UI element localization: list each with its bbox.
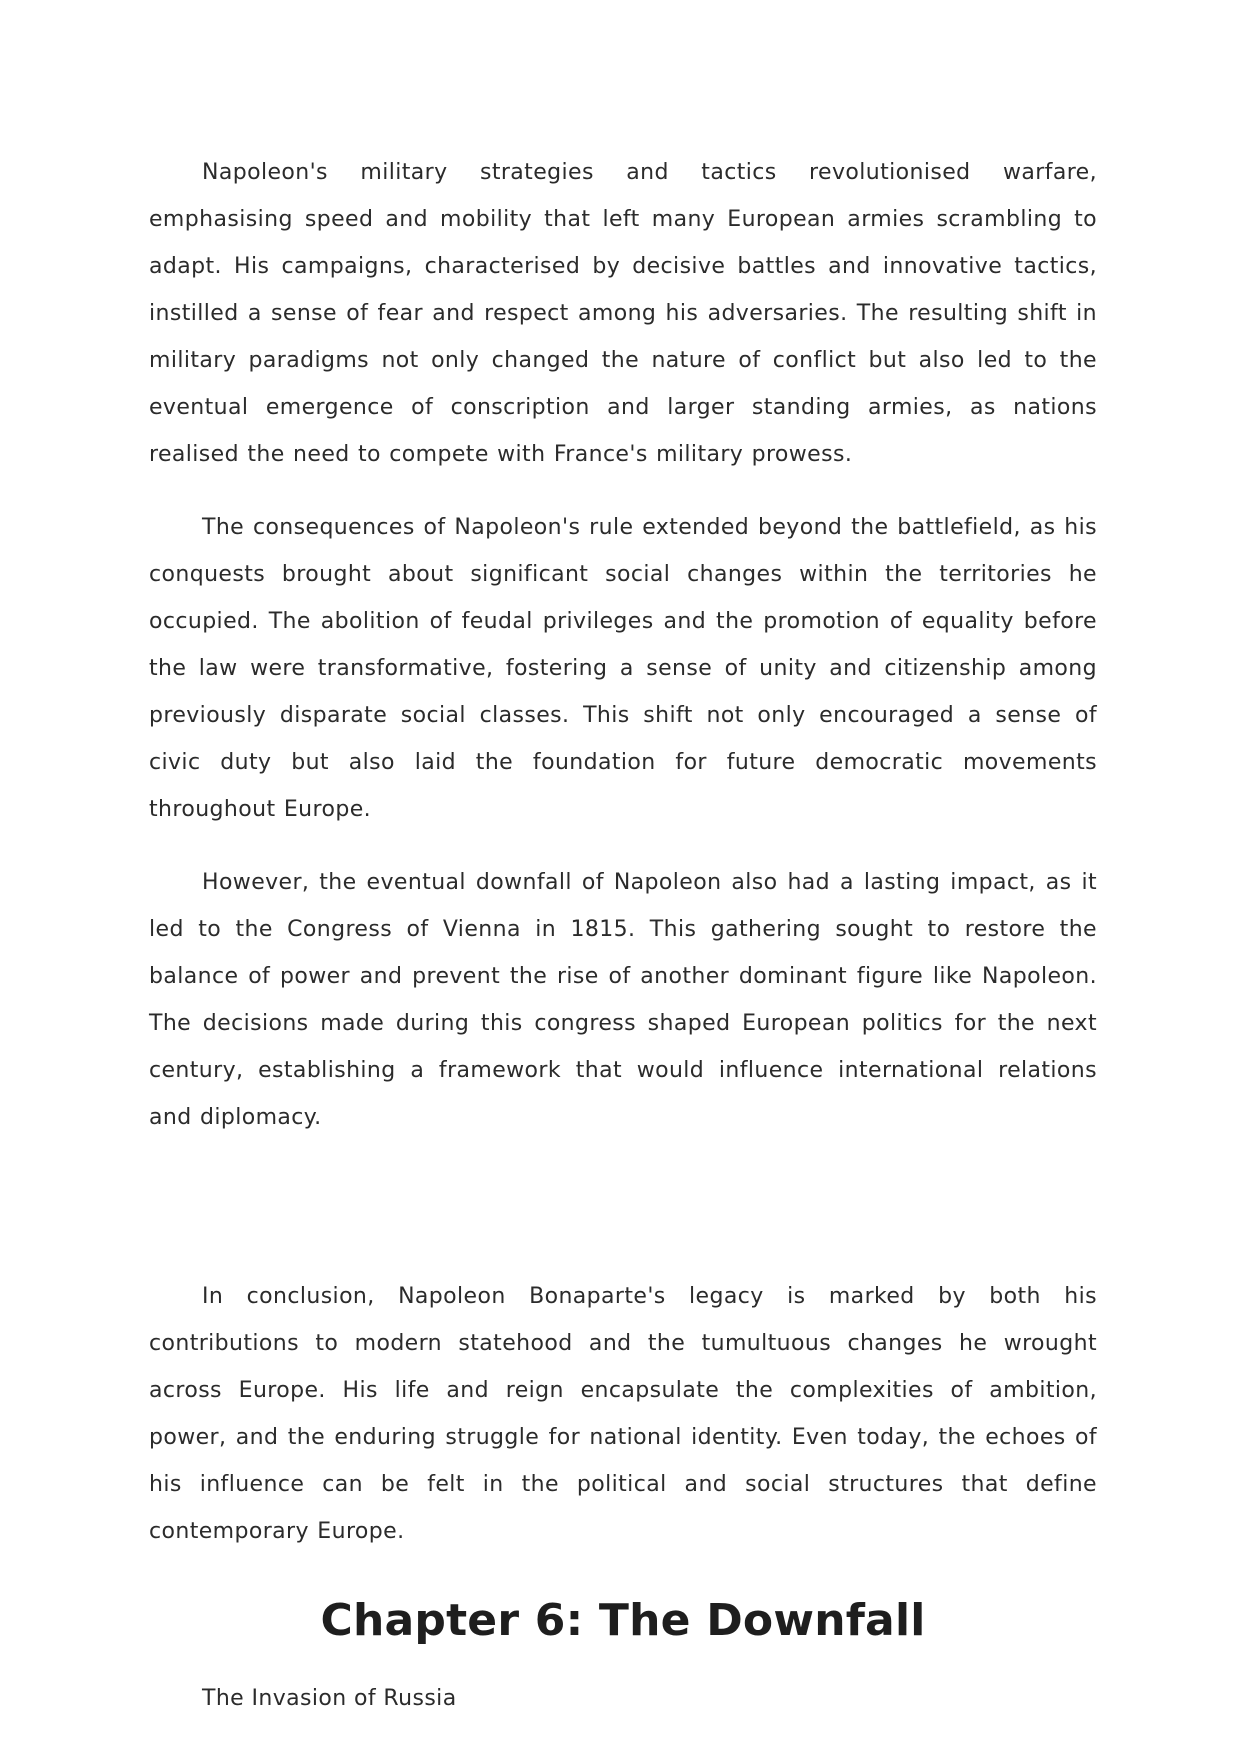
section-heading: The Invasion of Russia <box>202 1686 457 1711</box>
paragraph-military-strategies: Napoleon's military strategies and tactics revolutionised warfare, emphasising speed and mobility that left many European armies scrambling to adapt. His campaigns, characterised by decisive battles and innovative tactics, instilled a sense of fear and respect among his adversaries. The resulting shift in military paradigms not only changed the nature of conflict but also led to the eventual emergence of conscription and larger standing armies, as nations realised the need to compete with France's military prowess. <box>149 160 1097 467</box>
paragraph-congress-of-vienna: However, the eventual downfall of Napoleon also had a lasting impact, as it led to the Congress of Vienna in 1815. This gathering sought to restore the balance of power and prevent the rise of another dominant figure like Napoleon. The decisions made during this congress shaped European politics for the next century, establishing a framework that would influence international relations and diplomacy. <box>149 870 1097 1130</box>
page-content <box>149 149 1097 1722</box>
chapter-title: Chapter 6: The Downfall <box>320 1595 926 1646</box>
paragraph-conclusion: In conclusion, Napoleon Bonaparte's legacy is marked by both his contributions to modern statehood and the tumultuous changes he wrought across Europe. His life and reign encapsulate the complexities of ambition, power, and the enduring struggle for national identity. Even today, the echoes of his influence can be felt in the political and social structures that define contemporary Europe. <box>149 1284 1097 1544</box>
paragraph-social-changes: The consequences of Napoleon's rule extended beyond the battlefield, as his conquests brought about significant social changes within the territories he occupied. The abolition of feudal privileges and the promotion of equality before the law were transformative, fostering a sense of unity and citizenship among previously disparate social classes. This shift not only encouraged a sense of civic duty but also laid the foundation for future democratic movements throughout Europe. <box>149 515 1097 822</box>
